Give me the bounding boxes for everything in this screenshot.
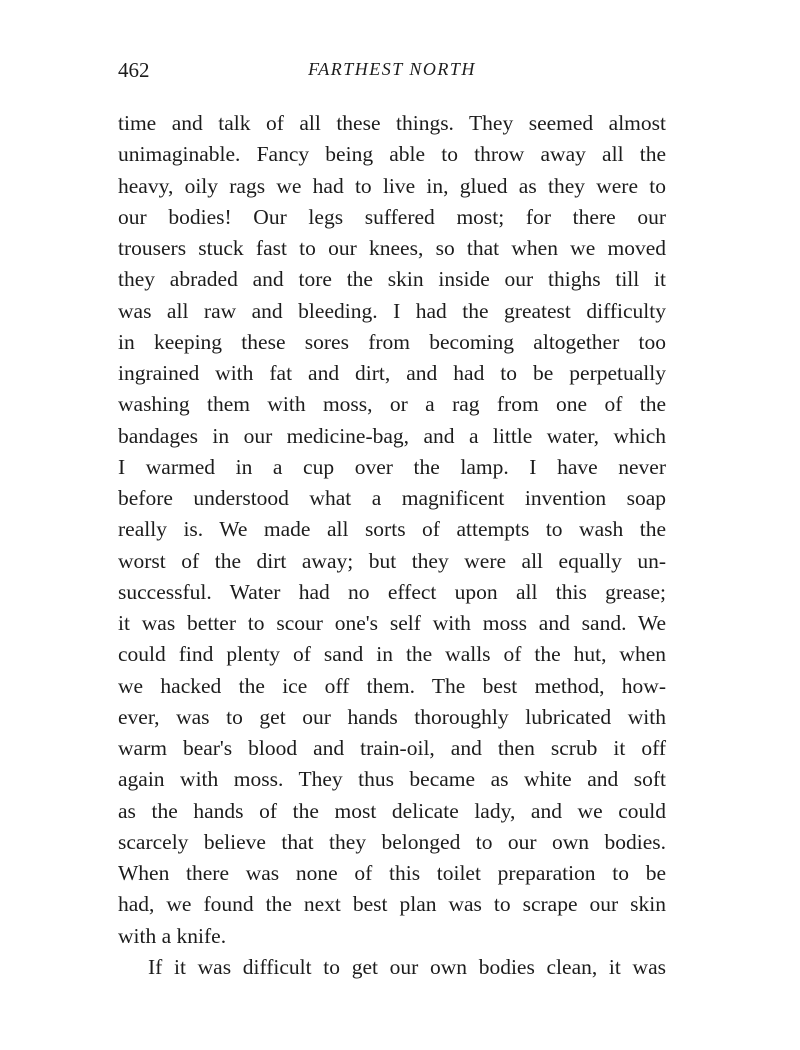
text-line: bandages in our medicine-bag, and a little water, which: [118, 423, 666, 448]
text-line: as the hands of the most delicate lady, and we could: [118, 798, 666, 823]
text-line: it was better to scour one's self with moss and sand. We: [118, 611, 666, 635]
text-line: really is. We made all sorts of attempts to wash the: [118, 517, 666, 542]
text-line: they abraded and tore the skin inside our thighs till it: [118, 267, 666, 292]
text-line: worst of the dirt away; but they were all equally un-: [118, 548, 666, 573]
text-line: heavy, oily rags we had to live in, glued as they were to: [118, 173, 666, 198]
text-line: was all raw and bleeding. I had the greatest difficulty: [118, 298, 666, 323]
text-line: had, we found the next best plan was to scrape our skin: [118, 892, 666, 917]
text-line: I warmed in a cup over the lamp. I have never: [118, 454, 666, 479]
page-number: 462: [118, 58, 150, 82]
text-line: before understood what a magnificent invention soap: [118, 486, 666, 510]
text-line: again with moss. They thus became as white and soft: [118, 767, 666, 792]
paragraph-start-line: If it was difficult to get our own bodies clean, it was: [148, 954, 666, 979]
text-line: trousers stuck fast to our knees, so that when we moved: [118, 236, 666, 260]
text-line: scarcely believe that they belonged to our own bodies.: [118, 829, 666, 854]
text-line: could find plenty of sand in the walls of the hut, when: [118, 642, 666, 667]
text-line: successful. Water had no effect upon all this grease;: [118, 579, 666, 604]
text-line: in keeping these sores from becoming altogether too: [118, 329, 666, 354]
text-line: ingrained with fat and dirt, and had to be perpetually: [118, 361, 666, 385]
text-line: time and talk of all these things. They seemed almost: [118, 111, 666, 135]
text-line: washing them with moss, or a rag from one of the: [118, 392, 666, 417]
text-line: we hacked the ice off them. The best method, how-: [118, 673, 666, 698]
text-line: our bodies! Our legs suffered most; for there our: [118, 204, 666, 229]
body-text: [118, 108, 666, 983]
text-line: unimaginable. Fancy being able to throw away all the: [118, 142, 666, 167]
page-header: [118, 58, 666, 88]
text-line: When there was none of this toilet preparation to be: [118, 861, 666, 885]
text-line: warm bear's blood and train-oil, and then scrub it off: [118, 736, 666, 760]
running-title: FARTHEST NORTH: [308, 59, 476, 79]
text-line: ever, was to get our hands thoroughly lubricated with: [118, 704, 666, 729]
paragraph-end-line: with a knife.: [118, 923, 227, 948]
